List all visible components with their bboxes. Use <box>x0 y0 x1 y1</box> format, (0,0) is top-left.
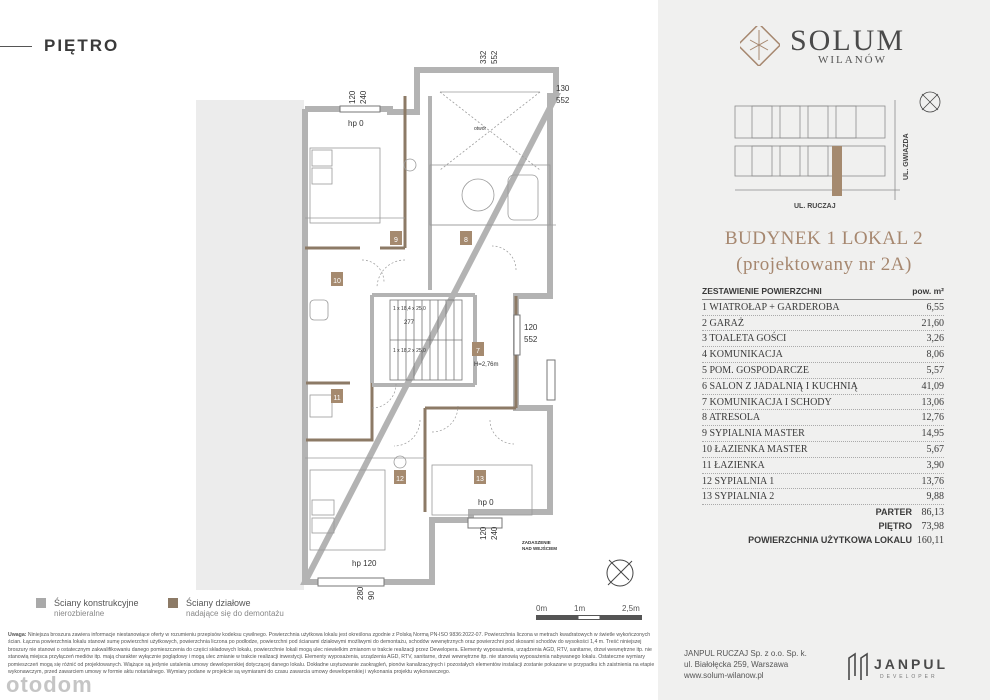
svg-text:1 x 18,4 x 25,0: 1 x 18,4 x 25,0 <box>393 306 426 312</box>
table-row: 7 KOMUNIKACJA I SCHODY 13,06 <box>702 395 944 411</box>
svg-text:UL. GWIAZDA: UL. GWIAZDA <box>903 133 910 180</box>
janpul-logo-icon <box>846 652 870 682</box>
svg-text:552: 552 <box>490 50 499 64</box>
table-row: 4 KOMUNIKACJA 8,06 <box>702 347 944 363</box>
partition-swatch <box>168 598 178 608</box>
table-row: 2 GARAŻ 21,60 <box>702 316 944 332</box>
scale-bar: 0m 1m 2,5m <box>536 604 547 613</box>
svg-text:120: 120 <box>479 526 488 540</box>
table-row: 6 SALON Z JADALNIĄ I KUCHNIĄ 41,09 <box>702 379 944 395</box>
watermark: otodom <box>6 672 93 697</box>
svg-text:130: 130 <box>556 84 570 93</box>
svg-text:NAD WEJŚCIEM: NAD WEJŚCIEM <box>522 546 558 551</box>
svg-text:otwór: otwór <box>474 126 487 132</box>
svg-text:120: 120 <box>524 323 538 332</box>
brand-name: SOLUM <box>790 24 906 57</box>
total-first-floor: PIĘTRO 73,98 <box>878 521 944 533</box>
svg-text:11: 11 <box>333 395 341 402</box>
table-row: 11 ŁAZIENKA 3,90 <box>702 458 944 474</box>
unit-subheading: (projektowany nr 2A) <box>736 254 912 275</box>
room-badges <box>331 231 486 484</box>
svg-text:7: 7 <box>476 348 480 355</box>
svg-text:280: 280 <box>356 586 365 600</box>
developer-address: JANPUL RUCZAJ Sp. z o.o. Sp. k. ul. Białołęcka 259, Warszawa www.solum-wilanow.pl <box>684 649 807 680</box>
svg-text:552: 552 <box>556 96 570 105</box>
svg-text:hp 120: hp 120 <box>352 559 377 568</box>
unit-heading: BUDYNEK 1 LOKAL 2 <box>724 228 924 249</box>
svg-text:12: 12 <box>396 476 404 483</box>
table-row: 5 POM. GOSPODARCZE 5,57 <box>702 363 944 379</box>
svg-text:332: 332 <box>479 50 488 64</box>
svg-text:1 x 18,2 x 25,0: 1 x 18,2 x 25,0 <box>393 348 426 354</box>
structural-swatch <box>36 598 46 608</box>
table-row: 13 SYPIALNIA 2 9,88 <box>702 489 944 505</box>
table-row: 8 ATRESOLA 12,76 <box>702 410 944 426</box>
brand-subtitle: WILANÓW <box>818 54 887 66</box>
svg-text:90: 90 <box>367 591 376 600</box>
table-row: 1 WIATROŁAP + GARDEROBA 6,55 <box>702 300 944 316</box>
svg-text:UL. RUCZAJ: UL. RUCZAJ <box>794 203 836 210</box>
svg-text:13: 13 <box>476 476 484 483</box>
compass-icon <box>607 560 633 586</box>
svg-text:9: 9 <box>394 237 398 244</box>
table-header: ZESTAWIENIE POWIERZCHNI pow. m² <box>702 284 944 300</box>
disclaimer: Uwaga: Niniejsza broszura zawiera informacje niestanowiące oferty w rozumieniu przepisów kodeksu cywilnego. Powierzchnia użytkowa lokalu jest określona zgodnie z Polską Normą PN-ISO 9836:2022-07. Powierzchnia liczona w metrach kwadratowych w świetle wykończonych ścian. Łączna powierzchnia lokalu stanowi sumę powierzchni użytkowych, powierzchnia liczona po podłodze, powierzchni pod ścianami działowymi możliwymi do demontażu, schodów wewnętrznych oraz powierzchni pod skosami schodów do wysokości 1,4 m. Treść niniejszej broszury nie stanowi o ostatecznym zakwalifikowaniu danego pomieszczenia do części składowych lokalu, powierzchnie lokali mogą ulec niewielkim zmianom w trakcie realizacji przez Dewelopera. Elementy wyposażenia, urządzenia AGD, RTV, sanitarne, drzwi wewnętrzne itp. nie stanowią miejsca przyłączeń mediów itp. mają charakter wyłącznie poglądowy i mogą ulec zmianie w trakcie realizacji inwestycji. Elementy wyposażenia, urządzenia AGD, RTV, sanitarne, drzwi wewnętrzne itp. nie stanowią wyposażenia nabywanego lokalu. Ostateczne wymiary pomieszczeń mogą się różnić od projektowanych. Wiążące są jedynie ustalenia umowy deweloperskiej dotyczącej danego lokalu. Dokładne usytuowanie zaokrągleń, pionów kanalizacyjnych i pozostałych elementów instalacji zostanie pokazane w przypadku ich zaistnienia na etapie wykonawczym, przed zawarciem umowy w formie aktu notarialnego. Wymiary podane w projekcie są wymiarami do czasu zawarcia umowy deweloperskiej i wykonania projektu wykonawczego. <box>8 632 655 676</box>
total-usable-area: POWIERZCHNIA UŻYTKOWA LOKALU 160,11 <box>748 535 944 547</box>
svg-text:ZADASZENIE: ZADASZENIE <box>522 540 551 545</box>
legend-partition: Ściany działowe nadające się do demontażu <box>168 598 284 618</box>
table-row: 10 ŁAZIENKA MASTER 5,67 <box>702 442 944 458</box>
svg-text:240: 240 <box>359 90 368 104</box>
svg-text:hp 0: hp 0 <box>478 498 494 507</box>
svg-text:10: 10 <box>333 278 341 285</box>
svg-text:277: 277 <box>404 320 415 326</box>
svg-text:240: 240 <box>490 526 499 540</box>
keyplan-compass-icon <box>920 92 940 112</box>
svg-text:H=2,76m: H=2,76m <box>474 362 499 368</box>
legend-structural: Ściany konstrukcyjne nierozbieralne <box>36 598 139 618</box>
leaf-logo-icon <box>740 26 780 66</box>
area-table <box>702 284 944 547</box>
total-ground-floor: PARTER 86,13 <box>875 507 944 519</box>
table-row: 9 SYPIALNIA MASTER 14,95 <box>702 426 944 442</box>
svg-text:hp 0: hp 0 <box>348 119 364 128</box>
keyplan <box>700 90 980 210</box>
svg-text:552: 552 <box>524 335 538 344</box>
table-row: 12 SYPIALNIA 1 13,76 <box>702 474 944 490</box>
page-title: PIĘTRO <box>44 36 120 55</box>
table-row: 3 TOALETA GOŚCI 3,26 <box>702 331 944 347</box>
svg-text:120: 120 <box>348 90 357 104</box>
svg-text:8: 8 <box>464 237 468 244</box>
